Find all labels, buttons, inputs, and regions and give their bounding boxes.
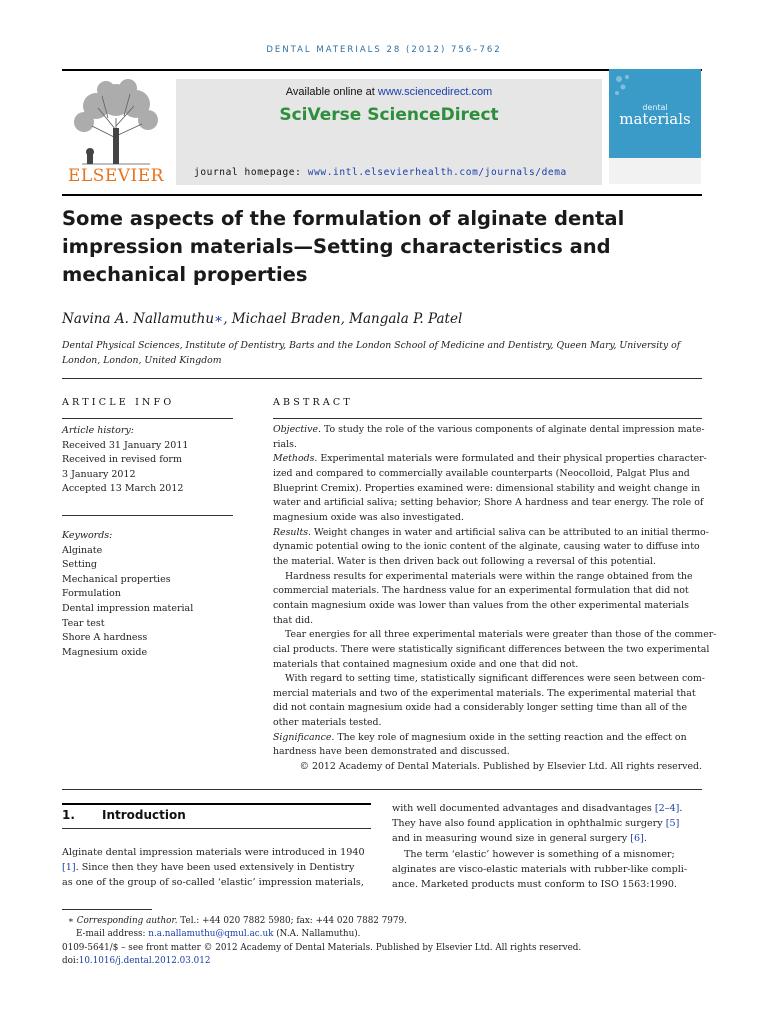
info-rule-2 [62,515,233,516]
intro-line [392,831,687,846]
abstract-line: hardness have been demonstrated and discussed. [273,746,510,758]
introduction-heading [62,808,186,822]
author-rest: , Michael Braden, Mangala P. Patel [223,311,463,327]
abstract-rule [273,418,702,419]
abstract-line: mercial materials and two of the experimental materials. The experimental material that [273,687,696,699]
abstract-line: cial products. There were statistically significant differences between the two experimental [273,643,710,655]
keywords-list [62,529,193,660]
author-first[interactable]: Navina A. Nallamuthu [62,311,215,327]
history-line: Received 31 January 2011 [62,439,189,451]
abstract-line [273,452,707,467]
doi-link[interactable]: 10.1016/j.dental.2012.03.012 [78,956,211,967]
intro-text: . [643,833,647,845]
history-line: 3 January 2012 [62,468,136,480]
abstract-line [273,423,705,438]
keyword-item: Setting [62,559,98,571]
available-online [176,86,602,98]
cover-title: materials [619,110,691,128]
corresponding-star[interactable]: ∗ [214,311,224,327]
abstract-line: Hardness results for experimental materials were within the range obtained from the [285,570,693,582]
sciverse-logo[interactable]: SciVerse ScienceDirect [279,105,499,125]
abstract-line: did not contain magnesium oxide had a considerably longer setting time than all of the [273,702,687,714]
intro-top-rule [62,803,371,805]
abstract-line: ized and compared to commercially available counterparts (Neocolloid, Palgat Plus and [273,467,690,479]
keywords-label: Keywords: [62,530,113,541]
intro-line: ance. Marketed products must conform to ISO 1563:1990. [392,879,677,891]
history-line: Accepted 13 March 2012 [62,483,184,495]
keyword-item: Dental impression material [62,602,194,614]
footnote-rule [62,909,152,910]
abstract-body [273,423,717,775]
citation-link[interactable]: [5] [665,818,680,830]
abstract-copyright: © 2012 Academy of Dental Materials. Published by Elsevier Ltd. All rights reserved. [299,761,702,773]
abstract-line: commercial materials. The hardness value for an experimental formulation that did not [273,585,689,597]
intro-line: The term ‘elastic’ however is something of a misnomer; [404,848,675,860]
abstract-line: contain magnesium oxide was lower than values from the other experimental materials [273,599,689,611]
cover-small-text: dental [642,103,668,112]
footnote-label: Corresponding author. [76,916,178,926]
intro-text: and in measuring wound size in general surgery [392,833,631,845]
significance-label: Significance. [273,731,335,743]
abstract-line: that did. [273,614,314,626]
keyword-item: Magnesium oxide [62,646,148,658]
footnote-issn: 0109-5641/$ – see front matter © 2012 Academy of Dental Materials. Published by Elsevier Ltd. All rights reserved. [62,942,582,953]
intro-line [392,801,687,816]
history-line: Received in revised form [62,454,182,466]
abstract-line [273,731,702,746]
article-title: Some aspects of the formulation of alginate dental impression materials—Setting characteristics and mechanical properties [62,207,625,286]
methods-label: Methods. [273,453,318,465]
results-label: Results. [273,526,312,538]
intro-line: alginates are visco-elastic materials with rubber-like compli- [392,863,688,875]
footnotes [62,915,581,969]
journal-cover-image[interactable] [609,69,701,184]
section-top-rule [62,378,702,379]
sciencedirect-link[interactable]: www.sciencedirect.com [377,86,493,98]
intro-bottom-rule [62,828,371,829]
keyword-item: Mechanical properties [62,573,171,585]
email-link[interactable]: n.a.nallamuthu@qmul.ac.uk [148,929,274,940]
footnote-text: doi: [62,956,79,967]
info-rule-1 [62,418,233,419]
abstract-line [273,526,709,541]
abstract-line: the material. Water is then driven back out following a reversal of this potential. [273,555,656,567]
footnote-email [62,928,581,941]
intro-line [392,816,687,831]
header-top-rule [62,69,702,71]
footnote-star: ∗ [68,916,74,926]
abstract-bottom-rule [62,789,702,790]
keyword-item: Shore A hardness [62,632,148,644]
footnote-text: E-mail address: [76,929,149,940]
abstract-line: water and artificial saliva; setting behavior; Shore A hardness and tear energy. The role of [273,497,704,509]
intro-line: as one of the group of so-called ‘elastic’ impression materials, [62,877,364,889]
keyword-item: Alginate [62,544,103,556]
journal-banner [176,79,602,185]
intro-left-column [62,845,365,891]
header-bottom-rule [62,194,702,196]
citation-link[interactable]: [6] [630,833,644,845]
abstract-line: With regard to setting time, statistically significant differences were seen between com- [285,673,705,685]
article-info-heading: ARTICLE INFO [62,397,175,408]
abstract-line: dynamic potential owing to the ionic content of the alginate, causing water to diffuse into [273,541,700,553]
abstract-text: Experimental materials were formulated and their physical properties character- [317,453,707,465]
elsevier-wordmark: ELSEVIER [68,166,164,186]
citation-link[interactable]: [2–4] [654,803,680,814]
keyword-item: Formulation [62,588,121,600]
cover-stripe [609,158,701,184]
elsevier-tree-icon [62,78,170,166]
history-label: Article history: [62,425,134,436]
elsevier-logo[interactable] [62,78,170,188]
footnote-doi [62,955,581,968]
intro-text: They have also found application in ophthalmic surgery [392,818,666,830]
abstract-line: Blueprint Cremix). Properties examined were: dimensional stability and weight change in [273,482,701,494]
abstract-text: Weight changes in water and artificial saliva can be attributed to an initial thermo- [311,526,709,538]
section-number: 1. [62,808,75,822]
footnote-corresponding [62,915,581,928]
abstract-line: magnesium oxide was also investigated. [273,511,465,523]
abstract-text: The key role of magnesium oxide in the setting reaction and the effect on [334,731,687,743]
abstract-heading: ABSTRACT [273,397,353,408]
keyword-item: Tear test [62,617,105,629]
intro-line [62,860,365,875]
author-list [62,311,462,327]
homepage-link[interactable]: www.intl.elsevierhealth.com/journals/dema [307,167,567,178]
intro-text: with well documented advantages and disadvantages [392,803,655,814]
footnote-text: Tel.: +44 020 7882 5980; fax: +44 020 7882 7979. [177,916,407,926]
abstract-line: materials that contained magnesium oxide and one that did not. [273,658,579,670]
abstract-line: rials. [273,438,297,450]
available-prefix: Available online at [285,86,378,98]
homepage-prefix: journal homepage: [194,167,308,178]
intro-text: . Since then they have been used extensively in Dentistry [75,862,355,874]
abstract-line: other materials tested. [273,717,382,729]
objective-label: Objective. [273,424,321,435]
abstract-line: Tear energies for all three experimental materials were greater than those of the commer- [285,629,717,641]
abstract-text: To study the role of the various components of alginate dental impression mate- [320,424,705,435]
intro-right-column [392,801,687,892]
intro-line: Alginate dental impression materials were introduced in 1940 [62,847,365,858]
section-title: Introduction [102,808,186,822]
journal-homepage [194,167,567,178]
intro-text: . [679,803,683,814]
affiliation: Dental Physical Sciences, Institute of Dentistry, Barts and the London School of Medicine and Dentistry, Queen Mary, University of London, London, United Kingdom [62,340,681,366]
running-head: DENTAL MATERIALS 28 (2012) 756–762 [266,45,502,55]
article-history [62,424,188,497]
citation-link[interactable]: [1] [62,862,76,874]
footnote-text: (N.A. Nallamuthu). [273,929,361,940]
